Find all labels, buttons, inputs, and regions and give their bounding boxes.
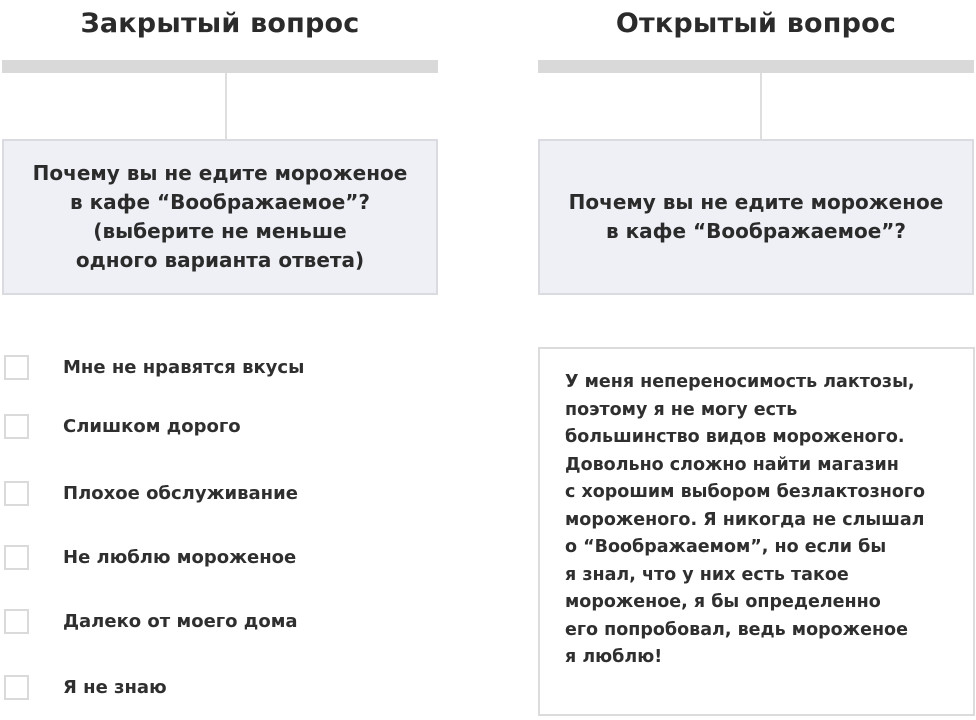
option-item[interactable] (4, 606, 298, 636)
option-checkbox[interactable] (4, 414, 29, 439)
option-item[interactable] (4, 411, 241, 441)
open-question-box (538, 139, 974, 295)
open-question-title: Открытый вопрос (615, 8, 897, 39)
option-label: Плохое обслуживание (63, 482, 298, 504)
option-item[interactable] (4, 542, 296, 572)
open-answer-box[interactable] (538, 347, 975, 716)
option-label: Не люблю мороженое (63, 546, 297, 568)
closed-question-text: Почему вы не едите мороженое в кафе “Воображаемое”? (выберите не меньше одного варианта ответа) (32, 161, 408, 272)
option-item[interactable] (4, 672, 167, 702)
option-checkbox[interactable] (4, 355, 29, 380)
option-checkbox[interactable] (4, 609, 29, 634)
closed-header-bar (2, 60, 438, 73)
option-checkbox[interactable] (4, 481, 29, 506)
open-header-bar (538, 60, 974, 73)
option-label: Слишком дорого (63, 415, 241, 437)
option-label: Я не знаю (63, 676, 167, 698)
option-item[interactable] (4, 478, 298, 508)
option-item[interactable] (4, 352, 304, 382)
open-answer-text: У меня непереносимость лактозы, поэтому я не могу есть большинство видов мороженого. Довольно сложно найти магазин с хорошим выбором безлактозного мороженого. Я никогда не слышал о “Воображаемом”, но если бы я знал, что у них есть такое мороженое, я бы определенно его попробовал, ведь мороженое я люблю! (565, 372, 926, 667)
option-checkbox[interactable] (4, 545, 29, 570)
closed-question-box (2, 139, 438, 295)
open-question-text: Почему вы не едите мороженое в кафе “Воображаемое”? (568, 190, 944, 243)
option-label: Далеко от моего дома (63, 610, 298, 632)
option-label: Мне не нравятся вкусы (63, 356, 305, 378)
option-checkbox[interactable] (4, 675, 29, 700)
open-connector-line (760, 73, 762, 140)
closed-question-title: Закрытый вопрос (80, 8, 360, 39)
closed-connector-line (225, 73, 227, 140)
